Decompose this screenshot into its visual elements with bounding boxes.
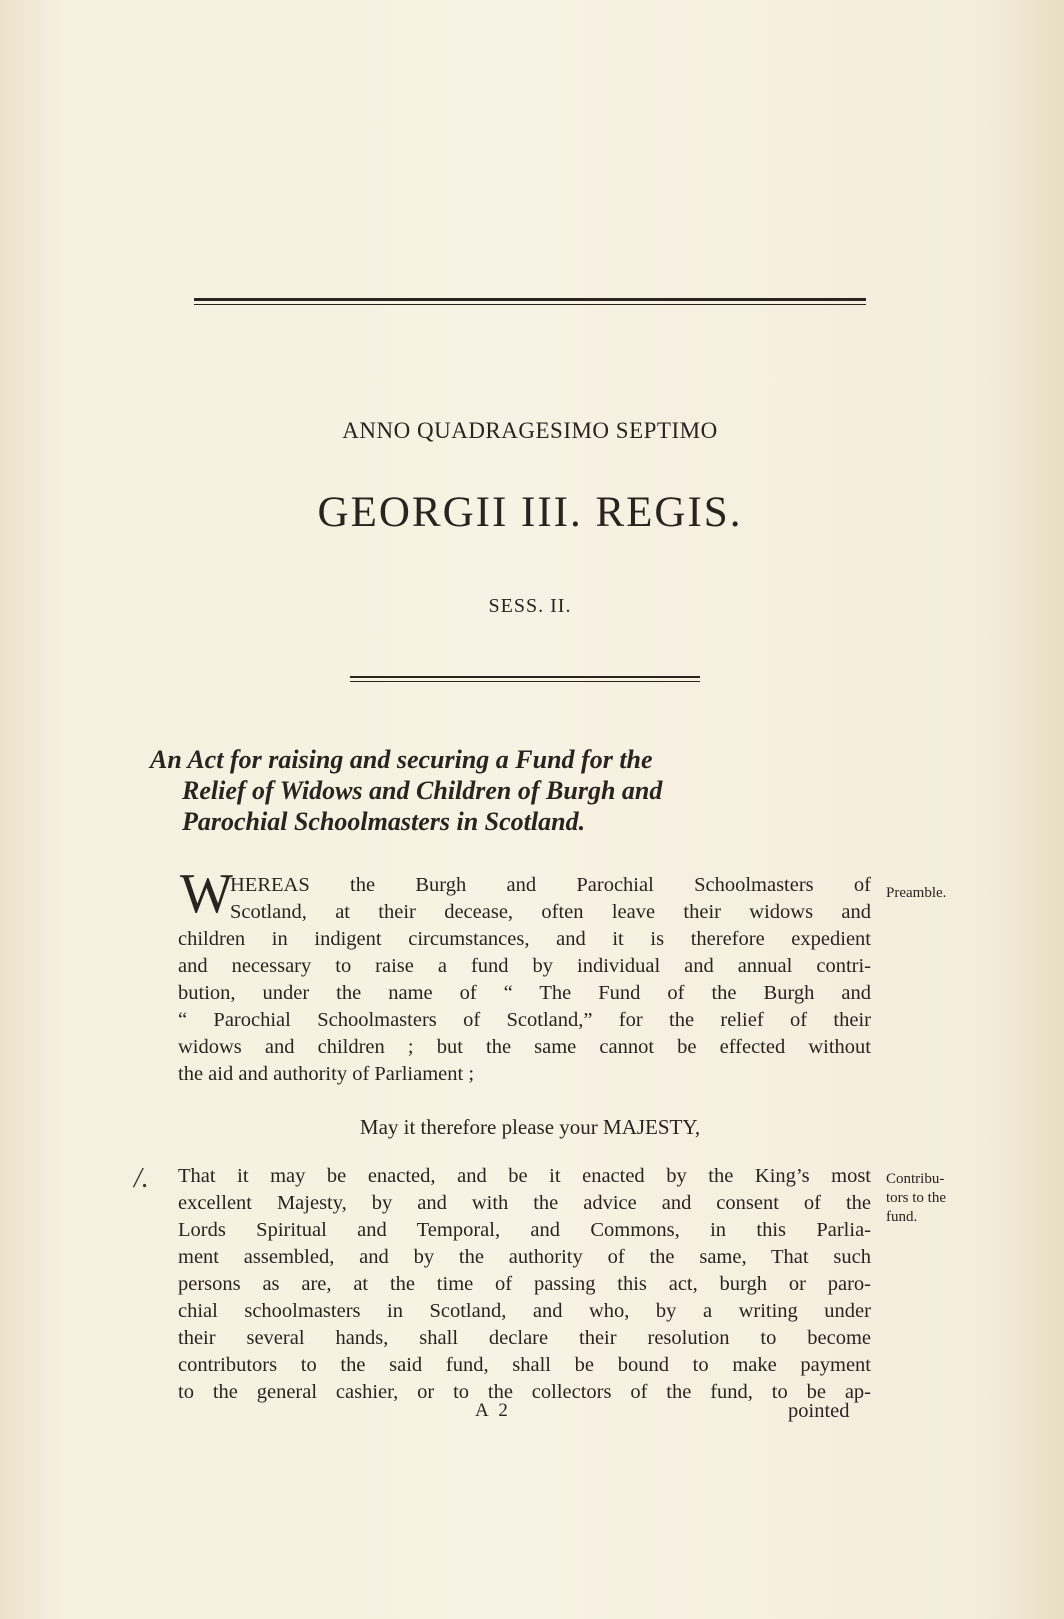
top-double-rule <box>194 298 866 305</box>
majesty-line: May it therefore please your MAJESTY, <box>359 1115 701 1139</box>
enactment-line: excellent Majesty, by and with the advice and consent of the <box>178 1192 871 1214</box>
margin-note-line: Contribu- <box>886 1171 945 1187</box>
enactment-line: Lords Spiritual and Temporal, and Commons, in this Parlia- <box>178 1219 871 1241</box>
margin-note-line: fund. <box>886 1209 918 1225</box>
enactment-line: chial schoolmasters in Scotland, and who, by a writing under <box>178 1300 871 1322</box>
act-title-line: Relief of Widows and Children of Burgh and <box>182 776 663 805</box>
act-title-line: An Act for raising and securing a Fund for the <box>150 745 653 774</box>
enactment-line: to the general cashier, or to the collectors of the fund, to be ap- <box>178 1381 871 1403</box>
preamble-line: HEREAS the Burgh and Parochial Schoolmasters of <box>230 874 871 896</box>
margin-note-contributors <box>886 1170 996 1227</box>
preamble-line: and necessary to raise a fund by individual and annual contri- <box>178 955 871 977</box>
enactment-paragraph <box>178 1163 871 1406</box>
act-title-line: Parochial Schoolmasters in Scotland. <box>182 807 586 836</box>
drop-cap: W <box>180 863 233 925</box>
preamble-line: the aid and authority of Parliament ; <box>178 1063 475 1085</box>
signature-mark: A 2 <box>475 1400 511 1421</box>
preamble-line: Scotland, at their decease, often leave their widows and <box>230 901 871 923</box>
margin-note-preamble: Preamble. <box>886 885 947 901</box>
georgii-heading: GEORGII III. REGIS. <box>317 489 743 536</box>
act-title <box>150 744 890 837</box>
margin-note-line: tors to the <box>886 1190 946 1206</box>
pen-mark: /. <box>134 1163 149 1194</box>
preamble-line: widows and children ; but the same cannot be effected without <box>178 1036 871 1058</box>
preamble-line: bution, under the name of “ The Fund of the Burgh and <box>178 982 871 1004</box>
anno-heading: ANNO QUADRAGESIMO SEPTIMO <box>342 418 718 443</box>
preamble-line: “ Parochial Schoolmasters of Scotland,” for the relief of their <box>178 1009 871 1031</box>
enactment-line: That it may be enacted, and be it enacted by the King’s most <box>178 1165 871 1187</box>
preamble-paragraph <box>178 872 871 1088</box>
preamble-line: children in indigent circumstances, and it is therefore expedient <box>178 928 871 950</box>
enactment-line: persons as are, at the time of passing this act, burgh or paro- <box>178 1273 871 1295</box>
middle-double-rule <box>350 676 700 682</box>
session-heading: SESS. II. <box>488 595 572 617</box>
enactment-line: contributors to the said fund, shall be bound to make payment <box>178 1354 871 1376</box>
catchword: pointed <box>788 1400 850 1422</box>
enactment-line: ment assembled, and by the authority of the same, That such <box>178 1246 871 1268</box>
enactment-line: their several hands, shall declare their resolution to become <box>178 1327 871 1349</box>
